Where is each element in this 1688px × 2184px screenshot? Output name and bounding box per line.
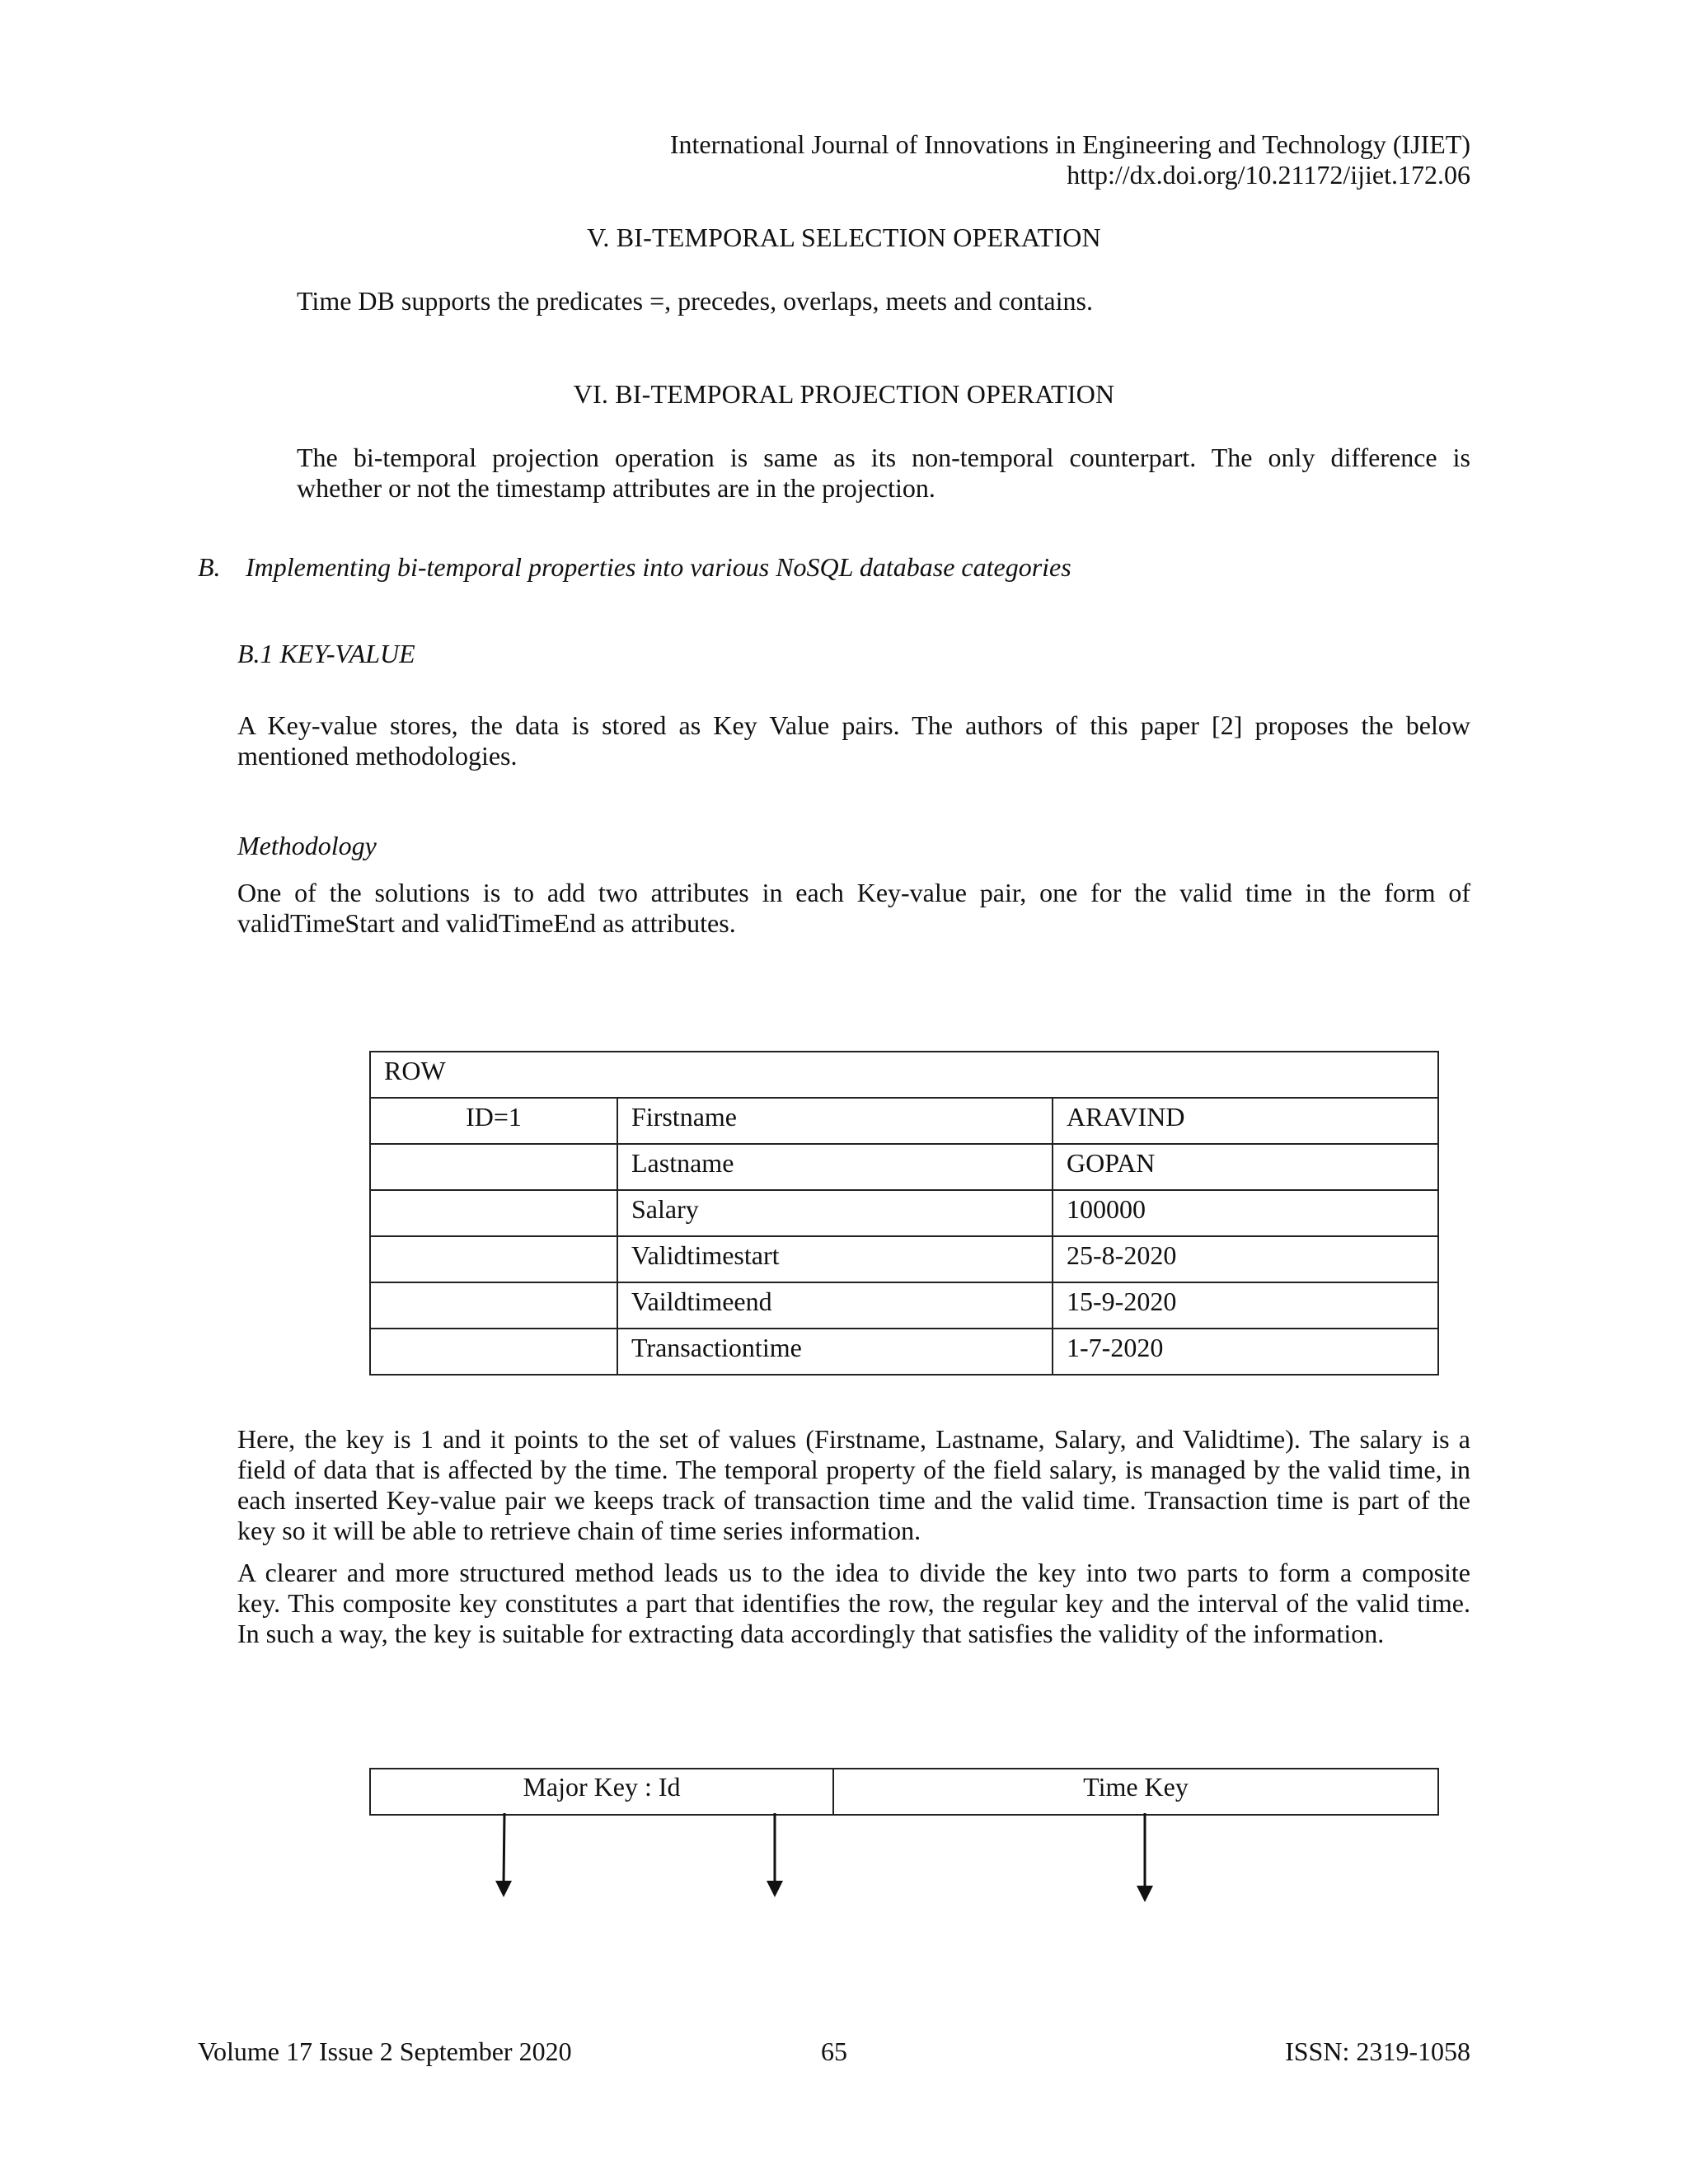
field-cell: Transactiontime: [617, 1329, 1053, 1375]
footer-issn: ISSN: 2319-1058: [1285, 2036, 1470, 2066]
methodology-line: validTimeStart and validTimeEnd as attributes.: [237, 908, 736, 938]
value-cell: 1-7-2020: [1053, 1329, 1438, 1375]
row-label-cell: ROW: [370, 1052, 1438, 1098]
b1-line: mentioned methodologies.: [237, 741, 518, 771]
section-v-text: Time DB supports the predicates =, precedes, overlaps, meets and contains.: [297, 286, 1093, 316]
value-cell: GOPAN: [1053, 1144, 1438, 1190]
subsection-b-label: B.: [198, 552, 221, 582]
arrow-major-key-right: [767, 1813, 783, 1897]
section-vi-heading: VI. BI-TEMPORAL PROJECTION OPERATION: [573, 379, 1115, 409]
key-paragraph-line: Here, the key is 1 and it points to the set of values (Firstname, Lastname, Salary, and Validtime). The salary is a: [237, 1424, 1470, 1454]
section-vi-line: whether or not the timestamp attributes are in the projection.: [297, 473, 935, 503]
footer-page-number: 65: [821, 2036, 847, 2066]
field-cell: Lastname: [617, 1144, 1053, 1190]
field-cell: Firstname: [617, 1098, 1053, 1144]
subsection-b1-heading: B.1 KEY-VALUE: [237, 639, 415, 668]
footer-volume: Volume 17 Issue 2 September 2020: [198, 2036, 572, 2066]
composite-paragraph-line: key. This composite key constitutes a part that identifies the row, the regular key and the interval of the valid time.: [237, 1588, 1470, 1618]
arrow-time-key: [1137, 1813, 1153, 1902]
b1-line: A Key-value stores, the data is stored as Key Value pairs. The authors of this paper [2] proposes the below: [237, 710, 1470, 740]
value-cell: 100000: [1053, 1190, 1438, 1236]
key-paragraph-line: each inserted Key-value pair we keeps track of transaction time and the valid time. Transaction time is part of the: [237, 1485, 1470, 1515]
key-paragraph-line: field of data that is affected by the time. The temporal property of the field salary, is managed by the valid time, in: [237, 1455, 1470, 1484]
field-cell: Salary: [617, 1190, 1053, 1236]
value-cell: 25-8-2020: [1053, 1236, 1438, 1282]
field-cell: Vaildtimeend: [617, 1282, 1053, 1329]
value-cell: 15-9-2020: [1053, 1282, 1438, 1329]
field-cell: Validtimestart: [617, 1236, 1053, 1282]
methodology-line: One of the solutions is to add two attributes in each Key-value pair, one for the valid time in the form of: [237, 878, 1470, 907]
time-key-cell: Time Key: [833, 1769, 1438, 1815]
key-paragraph-line: key so it will be able to retrieve chain of time series information.: [237, 1516, 921, 1545]
section-vi-line: The bi-temporal projection operation is same as its non-temporal counterpart. The only difference is: [297, 443, 1470, 472]
composite-paragraph-line: In such a way, the key is suitable for extracting data accordingly that satisfies the validity of the information.: [237, 1619, 1385, 1648]
journal-title: International Journal of Innovations in Engineering and Technology (IJIET): [669, 129, 1470, 159]
id-cell: ID=1: [370, 1098, 617, 1144]
arrow-major-key-left: [495, 1813, 512, 1897]
major-key-cell: Major Key : Id: [370, 1769, 833, 1815]
subsection-b-title: Implementing bi-temporal properties into various NoSQL database categories: [246, 552, 1071, 582]
section-v-heading: V. BI-TEMPORAL SELECTION OPERATION: [587, 223, 1101, 252]
value-cell: ARAVIND: [1053, 1098, 1438, 1144]
doi-link[interactable]: http://dx.doi.org/10.21172/ijiet.172.06: [1067, 160, 1470, 190]
methodology-heading: Methodology: [237, 831, 377, 860]
composite-paragraph-line: A clearer and more structured method leads us to the idea to divide the key into two parts to form a composite: [237, 1558, 1470, 1587]
